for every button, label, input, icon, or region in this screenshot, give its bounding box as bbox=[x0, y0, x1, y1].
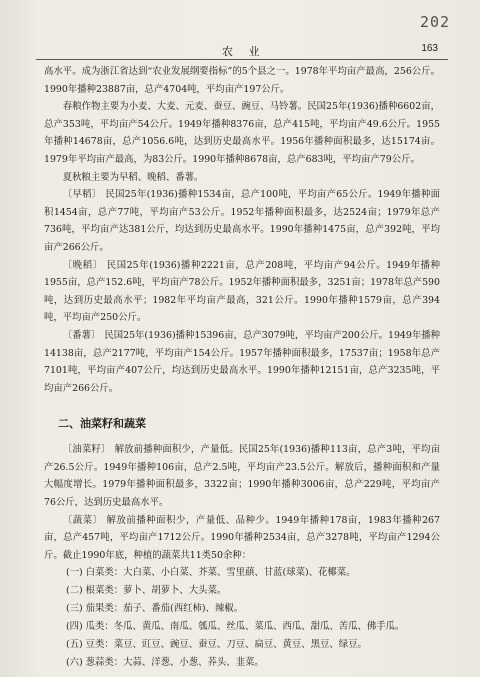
paragraph-sweet-potato: 〔番薯〕 民国25年(1936)播种15396亩，总产3079吨，平均亩产200公斤。1949年播种14138亩，总产2177吨，平均亩产154公斤。1957年播种面积最多，17537亩；1958年总产7101吨，平均亩产407公斤，均达到历史最高水平。1990年播种12151亩，总产3235吨，平均亩产266公斤。 bbox=[44, 329, 440, 394]
entry-label: 〔蔬菜〕 bbox=[62, 514, 103, 526]
entry-label: 〔油菜籽〕 bbox=[62, 444, 111, 456]
paragraph-late-rice: 〔晚稻〕 民国25年(1936)播种2221亩，总产208吨，平均亩产94公斤。1949年播种1955亩，总产152.6吨，平均亩产78公斤。1952年播种面积最多，3251亩；1978年总产590吨，达到历史最高水平；1982年平均亩产最高，321公斤。1990年播种1579亩，总产394吨，平均亩产250公斤。 bbox=[44, 259, 440, 324]
paragraph-vegetables: 〔蔬菜〕 解放前播种面积少，产量低、品种少。1949年播种178亩，1983年播种267亩，总产457吨，平均亩产1712公斤。1990年播种2534亩，总产3278吨，平均亩产1294公斤。截止1990年底，种植的蔬菜共11类50余种： bbox=[44, 514, 440, 561]
page-stamp: 202 bbox=[420, 13, 451, 31]
section-heading: 二、油菜籽和蔬菜 bbox=[58, 418, 146, 431]
paragraph: 夏秋粮主要为早稻、晚稻、番薯。 bbox=[62, 171, 204, 183]
entry-label: 〔晚稻〕 bbox=[62, 259, 103, 271]
vegetable-category-list bbox=[44, 564, 440, 672]
paragraph-early-rice: 〔早稻〕 民国25年(1936)播种1534亩，总产100吨，平均亩产65公斤。1949年播种面积1454亩，总产77吨，平均亩产53公斤。1952年播种面积最多，达2524亩；1979年总产736吨，平均亩产达381公斤，均达到历史最高水平。1990年播种1475亩，总产392吨，平均亩产266公斤。 bbox=[44, 189, 440, 253]
running-header bbox=[36, 43, 448, 60]
header-title: 农 业 bbox=[222, 45, 266, 58]
paragraph-rapeseed: 〔油菜籽〕 解放前播种面积少，产量低。民国25年(1936)播种113亩，总产3吨，平均亩产26.5公斤。1949年播种106亩，总产2.5吨，平均亩产23.5公斤。解放后，播种面积和产量大幅度增长。1979年播种面积最多，3322亩；1990年播种3006亩，总产229吨，平均亩产76公斤，达到历史最高水平。 bbox=[44, 444, 440, 509]
paragraph: 高水平。成为浙江省达到“农业发展纲要指标”的5个县之一。1978年平均亩产最高，256公斤。1990年播种23887亩，总产4704吨，平均亩产197公斤。 bbox=[44, 66, 440, 95]
entry-label: 〔番薯〕 bbox=[62, 329, 101, 341]
body-text bbox=[44, 63, 440, 672]
paragraph: 春粮作物主要为小麦、大麦、元麦、蚕豆、豌豆、马铃薯。民国25年(1936)播种6602亩，总产353吨，平均亩产54公斤。1949年播种8376亩，总产415吨，平均亩产49.6公斤。1955年播种14678亩，总产1056.6吨，达到历史最高水平。1956年播种面积最多，达15174亩。1979年平均亩产最高，为83公斤。1990年播种8678亩，总产683吨，平均亩产79公斤。 bbox=[44, 101, 440, 165]
list-item: (六) 葱蒜类：大蒜、洋葱、小葱、荞头、韭菜。 bbox=[66, 657, 264, 669]
list-item: (一) 白菜类：大白菜、小白菜、芥菜、雪里蕻、甘蓝(球菜)、花椰菜。 bbox=[66, 567, 356, 579]
list-item: (五) 豆类：菜豆、豇豆、豌豆、蚕豆、刀豆、扁豆、黄豆、黑豆、绿豆。 bbox=[66, 639, 367, 651]
list-item: (三) 茄果类：茄子、番茄(西红柿)、辣椒。 bbox=[66, 603, 243, 615]
list-item: (二) 根菜类：萝卜、胡萝卜、大头菜。 bbox=[66, 585, 227, 597]
list-item: (四) 瓜类：冬瓜、黄瓜、南瓜、瓠瓜、丝瓜、菜瓜、西瓜、甜瓜、苦瓜、佛手瓜。 bbox=[66, 621, 405, 633]
page-number: 163 bbox=[421, 43, 438, 54]
entry-label: 〔早稻〕 bbox=[62, 189, 102, 201]
